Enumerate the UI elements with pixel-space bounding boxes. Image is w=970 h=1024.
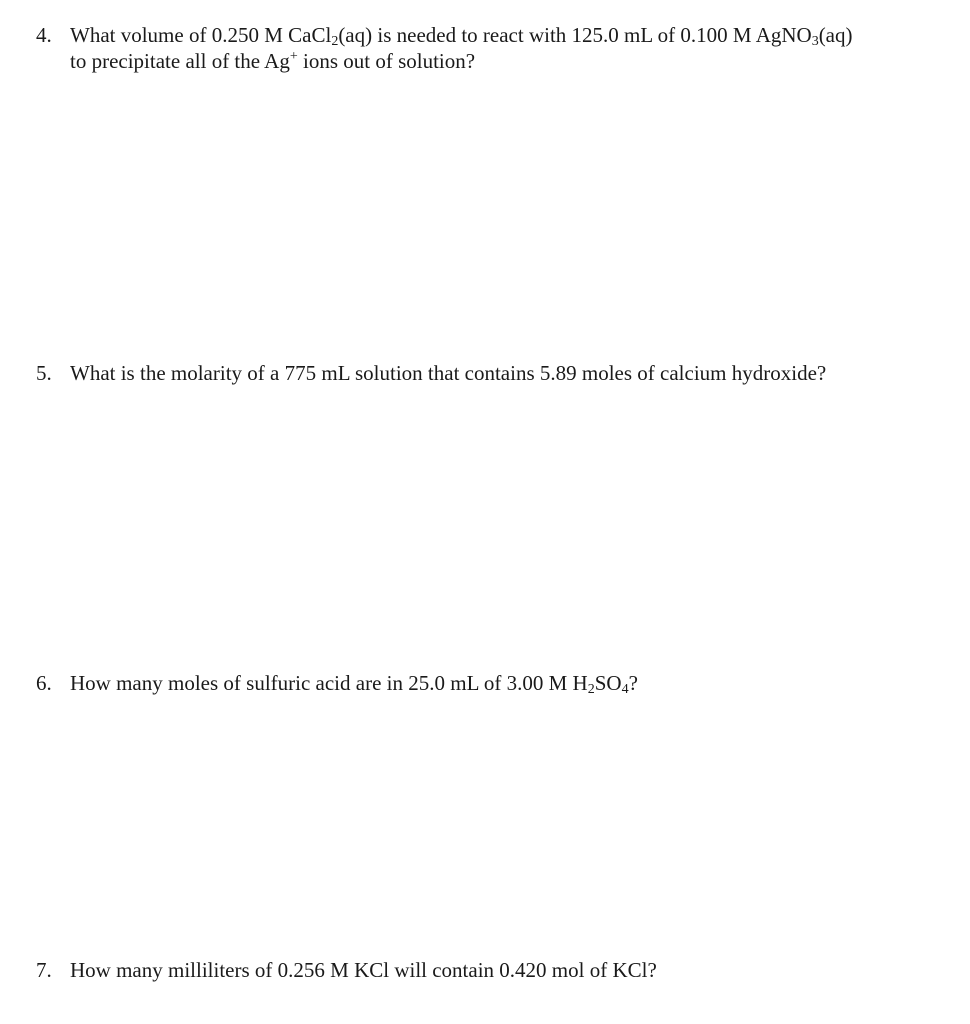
question-line <box>70 670 936 696</box>
question-text <box>70 957 936 983</box>
text-run: (aq) is needed to react with 125.0 mL of 0.100 M AgNO <box>338 23 812 47</box>
subscript: 3 <box>811 34 819 49</box>
subscript: 2 <box>331 34 339 49</box>
question-number: 6. <box>36 671 52 695</box>
question-6 <box>36 670 936 696</box>
subscript: 2 <box>587 682 595 697</box>
text-run: (aq) <box>818 23 853 47</box>
question-text <box>70 360 936 386</box>
text-run: How many moles of sulfuric acid are in 25.0 mL of 3.00 M H <box>70 671 588 695</box>
question-7 <box>36 957 936 983</box>
question-text <box>70 22 936 74</box>
question-text <box>70 670 936 696</box>
question-line: What is the molarity of a 775 mL solution that contains 5.89 moles of calcium hydroxide? <box>70 361 827 385</box>
question-4 <box>36 22 936 74</box>
subscript: 4 <box>621 682 629 697</box>
question-line: How many milliliters of 0.256 M KCl will contain 0.420 mol of KCl? <box>70 958 657 982</box>
question-number: 7. <box>36 958 52 982</box>
text-run: to precipitate all of the Ag <box>70 49 290 73</box>
question-5 <box>36 360 936 386</box>
text-run: ions out of solution? <box>297 49 476 73</box>
question-line <box>70 22 936 48</box>
question-number: 5. <box>36 361 52 385</box>
text-run: ? <box>628 671 638 695</box>
question-number: 4. <box>36 23 52 47</box>
question-line <box>70 48 936 74</box>
text-run: SO <box>594 671 622 695</box>
text-run: What volume of 0.250 M CaCl <box>70 23 332 47</box>
superscript: + <box>289 49 298 64</box>
